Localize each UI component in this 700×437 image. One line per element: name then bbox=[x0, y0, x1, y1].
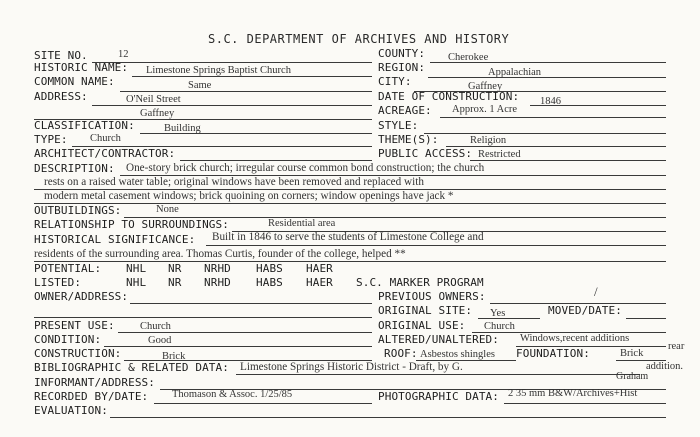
present-use-value: Church bbox=[140, 321, 171, 332]
bibliographic-value: Limestone Springs Historic District - Draft, by G. bbox=[240, 361, 463, 373]
relationship-value: Residential area bbox=[268, 218, 336, 229]
moved-date-line bbox=[626, 318, 666, 319]
rear-note-1: rear bbox=[668, 341, 685, 352]
card-title: S.C. DEPARTMENT OF ARCHIVES AND HISTORY bbox=[208, 32, 510, 46]
city-value: Gaffney bbox=[468, 81, 503, 92]
photographic-data-line bbox=[504, 403, 666, 404]
potential-option-haer[interactable]: HAER bbox=[306, 262, 333, 275]
architect-line bbox=[180, 160, 372, 161]
acreage-label: ACREAGE: bbox=[378, 104, 432, 117]
listed-option-nrhd[interactable]: NRHD bbox=[204, 276, 231, 289]
owner-address-line-2 bbox=[34, 317, 372, 318]
style-label: STYLE: bbox=[378, 119, 419, 132]
listed-option-haer[interactable]: HAER bbox=[306, 276, 333, 289]
listed-option-nhl[interactable]: NHL bbox=[126, 276, 147, 289]
roof-label: ROOF: bbox=[384, 347, 418, 360]
public-access-label: PUBLIC ACCESS: bbox=[378, 147, 473, 160]
type-value: Church bbox=[90, 133, 121, 144]
style-line bbox=[424, 133, 666, 134]
description-rule-3 bbox=[34, 203, 666, 204]
type-label: TYPE: bbox=[34, 133, 68, 146]
informant-label: INFORMANT/ADDRESS: bbox=[34, 376, 156, 389]
public-access-value: Restricted bbox=[478, 149, 521, 160]
description-label: DESCRIPTION: bbox=[34, 162, 115, 175]
recorded-by-line bbox=[154, 403, 372, 404]
region-line bbox=[428, 77, 666, 78]
date-of-construction-line bbox=[530, 105, 666, 106]
evaluation-line bbox=[110, 417, 666, 418]
classification-label: CLASSIFICATION: bbox=[34, 119, 135, 132]
historical-significance-line-2: residents of the surrounding area. Thomas Curtis, founder of the college, helped ** bbox=[34, 248, 406, 260]
historical-significance-line-1: Built in 1846 to serve the students of Limestone College and bbox=[212, 231, 484, 243]
potential-option-nrhd[interactable]: NRHD bbox=[204, 262, 231, 275]
owner-address-line bbox=[130, 303, 372, 304]
condition-line bbox=[104, 346, 372, 347]
address-value-2: Gaffney bbox=[140, 108, 175, 119]
previous-owners-value: / bbox=[594, 284, 598, 299]
photographic-data-label: PHOTOGRAPHIC DATA: bbox=[378, 390, 500, 403]
present-use-line bbox=[118, 332, 372, 333]
description-line-1: One-story brick church; irregular course common bond construction; the church bbox=[126, 162, 485, 174]
moved-date-label: MOVED/DATE: bbox=[548, 304, 622, 317]
construction-value: Brick bbox=[162, 351, 186, 362]
date-of-construction-label: DATE OF CONSTRUCTION: bbox=[378, 90, 520, 103]
potential-option-nhl[interactable]: NHL bbox=[126, 262, 147, 275]
recorded-by-value: Thomason & Assoc. 1/25/85 bbox=[172, 389, 293, 400]
historical-significance-rule-1 bbox=[206, 245, 666, 246]
historic-name-line bbox=[132, 76, 372, 77]
theme-label: THEME(S): bbox=[378, 133, 439, 146]
site-no-line bbox=[92, 62, 372, 63]
owner-address-label: OWNER/ADDRESS: bbox=[34, 290, 129, 303]
address-line-1 bbox=[92, 105, 372, 106]
condition-value: Good bbox=[148, 335, 172, 346]
common-name-line bbox=[120, 91, 372, 92]
construction-label: CONSTRUCTION: bbox=[34, 347, 122, 360]
description-line-2: rests on a raised water table; original windows have been removed and replaced with bbox=[44, 176, 424, 188]
altered-value: Windows,recent additions bbox=[520, 333, 630, 344]
site-no-label: SITE NO. bbox=[34, 49, 88, 62]
site-no-value: 12 bbox=[118, 49, 129, 60]
listed-option-habs[interactable]: HABS bbox=[256, 276, 283, 289]
original-use-value: Church bbox=[484, 321, 515, 332]
county-line bbox=[430, 62, 666, 63]
county-value: Cherokee bbox=[448, 52, 489, 63]
common-name-label: COMMON NAME: bbox=[34, 75, 115, 88]
evaluation-label: EVALUATION: bbox=[34, 404, 108, 417]
rear-note-2: addition. bbox=[646, 361, 684, 372]
previous-owners-label: PREVIOUS OWNERS: bbox=[378, 290, 486, 303]
common-name-value: Same bbox=[188, 80, 212, 91]
county-label: COUNTY: bbox=[378, 47, 426, 60]
bibliographic-value-2: Graham bbox=[616, 371, 649, 382]
region-label: REGION: bbox=[378, 61, 426, 74]
historical-significance-label: HISTORICAL SIGNIFICANCE: bbox=[34, 233, 196, 246]
marker-program-label: S.C. MARKER PROGRAM bbox=[356, 276, 484, 289]
potential-option-habs[interactable]: HABS bbox=[256, 262, 283, 275]
outbuildings-value: None bbox=[156, 204, 179, 215]
city-label: CITY: bbox=[378, 75, 412, 88]
outbuildings-label: OUTBUILDINGS: bbox=[34, 204, 122, 217]
original-use-label: ORIGINAL USE: bbox=[378, 319, 466, 332]
classification-line bbox=[140, 133, 372, 134]
foundation-label: FOUNDATION: bbox=[516, 347, 590, 360]
roof-value: Asbestos shingles bbox=[420, 349, 495, 360]
foundation-value: Brick bbox=[620, 348, 644, 359]
bibliographic-line bbox=[236, 374, 640, 375]
acreage-line bbox=[440, 117, 666, 118]
theme-line bbox=[446, 146, 666, 147]
historic-name-label: HISTORIC NAME: bbox=[34, 61, 129, 74]
acreage-value: Approx. 1 Acre bbox=[452, 104, 518, 115]
relationship-label: RELATIONSHIP TO SURROUNDINGS: bbox=[34, 218, 229, 231]
historic-name-value: Limestone Springs Baptist Church bbox=[146, 65, 291, 76]
listed-label: LISTED: bbox=[34, 276, 82, 289]
original-site-label: ORIGINAL SITE: bbox=[378, 304, 473, 317]
original-site-value: Yes bbox=[490, 308, 506, 319]
bibliographic-label: BIBLIOGRAPHIC & RELATED DATA: bbox=[34, 361, 229, 374]
region-value: Appalachian bbox=[488, 67, 542, 78]
theme-value: Religion bbox=[470, 135, 507, 146]
original-site-line bbox=[478, 318, 540, 319]
listed-option-nr[interactable]: NR bbox=[168, 276, 182, 289]
photographic-data-value: 2 35 mm B&W/Archives+Hist bbox=[508, 388, 638, 399]
address-label: ADDRESS: bbox=[34, 90, 88, 103]
potential-option-nr[interactable]: NR bbox=[168, 262, 182, 275]
condition-label: CONDITION: bbox=[34, 333, 102, 346]
recorded-by-label: RECORDED BY/DATE: bbox=[34, 390, 149, 403]
classification-value: Building bbox=[164, 123, 201, 134]
public-access-line bbox=[470, 160, 666, 161]
address-value-1: O'Neil Street bbox=[126, 94, 181, 105]
description-line-3: modern metal casement windows; brick quoining on corners; window openings have jack * bbox=[44, 190, 454, 202]
present-use-label: PRESENT USE: bbox=[34, 319, 115, 332]
altered-label: ALTERED/UNALTERED: bbox=[378, 333, 500, 346]
architect-label: ARCHITECT/CONTRACTOR: bbox=[34, 147, 176, 160]
date-of-construction-value: 1846 bbox=[540, 96, 561, 107]
potential-label: POTENTIAL: bbox=[34, 262, 102, 275]
